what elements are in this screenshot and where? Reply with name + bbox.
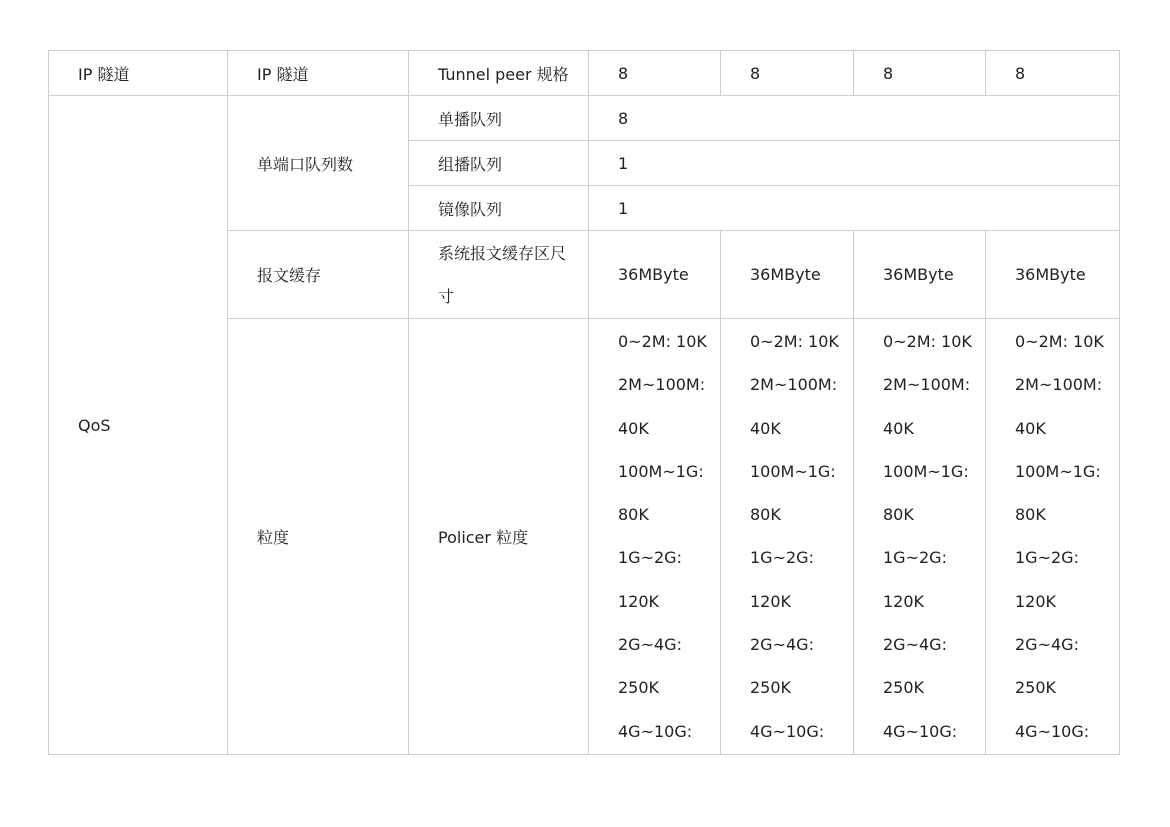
item-cell-policer: Policer 粒度	[409, 319, 589, 755]
granularity-line: 0~2M: 10K	[883, 332, 972, 351]
granularity-line: 1G~2G:	[1015, 548, 1079, 568]
item-cell-unicast: 单播队列	[409, 96, 589, 141]
granularity-line: 4G~10G:	[750, 721, 825, 741]
granularity-line: 2G~4G:	[883, 635, 947, 655]
granularity-line: 100M~1G:	[750, 461, 836, 481]
granularity-line: 2M~100M:	[883, 375, 971, 395]
granularity-line: 2M~100M:	[618, 375, 706, 395]
granularity-line: 120K	[883, 591, 925, 611]
granularity-line: 40K	[750, 418, 781, 438]
subcategory-cell-buffer: 报文缓存	[228, 231, 409, 319]
granularity-line: 1G~2G:	[883, 548, 947, 568]
granularity-line: 2M~100M:	[750, 375, 838, 395]
granularity-cell	[854, 319, 986, 755]
subcategory-cell-granularity: 粒度	[228, 319, 409, 755]
table-row-ip-tunnel	[49, 51, 1120, 96]
granularity-line: 4G~10G:	[618, 721, 693, 741]
granularity-line: 40K	[1015, 418, 1046, 438]
spec-table	[48, 50, 1120, 755]
granularity-cell	[721, 319, 854, 755]
value-cell-buffer: 36MByte	[854, 231, 986, 319]
category-cell-qos: QoS	[49, 96, 228, 755]
subcategory-cell-port-queues: 单端口队列数	[228, 96, 409, 231]
granularity-line: 1G~2G:	[750, 548, 814, 568]
granularity-line: 80K	[883, 505, 914, 525]
granularity-line: 80K	[618, 505, 649, 525]
granularity-line: 2M~100M:	[1015, 375, 1103, 395]
granularity-line: 120K	[618, 591, 660, 611]
granularity-line: 40K	[883, 418, 914, 438]
granularity-line: 250K	[618, 678, 660, 698]
granularity-line: 250K	[1015, 678, 1057, 698]
value-cell-multicast: 1	[589, 141, 1120, 186]
granularity-line: 2G~4G:	[618, 635, 682, 655]
item-cell-multicast: 组播队列	[409, 141, 589, 186]
granularity-line: 120K	[750, 591, 792, 611]
table-row-unicast	[49, 96, 1120, 141]
granularity-line: 0~2M: 10K	[1015, 332, 1104, 351]
granularity-line: 100M~1G:	[883, 461, 969, 481]
granularity-cell	[589, 319, 721, 755]
granularity-cell	[986, 319, 1120, 755]
granularity-line: 250K	[750, 678, 792, 698]
category-cell-ip-tunnel: IP 隧道	[49, 51, 228, 96]
granularity-line: 100M~1G:	[618, 461, 704, 481]
granularity-line: 2G~4G:	[750, 635, 814, 655]
item-cell-buffer-size	[409, 231, 589, 319]
granularity-line: 250K	[883, 678, 925, 698]
buffer-item-line-2: 寸	[438, 286, 455, 306]
granularity-line: 4G~10G:	[1015, 721, 1090, 741]
buffer-item-line-1: 系统报文缓存区尺	[438, 243, 567, 263]
value-cell-buffer: 36MByte	[986, 231, 1120, 319]
granularity-line: 0~2M: 10K	[750, 332, 839, 351]
subcategory-cell-ip-tunnel: IP 隧道	[228, 51, 409, 96]
value-cell: 8	[854, 51, 986, 96]
granularity-line: 120K	[1015, 591, 1057, 611]
granularity-line: 40K	[618, 418, 649, 438]
item-cell-tunnel-peer: Tunnel peer 规格	[409, 51, 589, 96]
value-cell-buffer: 36MByte	[721, 231, 854, 319]
item-cell-mirror: 镜像队列	[409, 186, 589, 231]
granularity-line: 80K	[1015, 505, 1046, 525]
value-cell: 8	[589, 51, 721, 96]
value-cell: 8	[721, 51, 854, 96]
granularity-line: 2G~4G:	[1015, 635, 1079, 655]
value-cell-unicast: 8	[589, 96, 1120, 141]
granularity-line: 1G~2G:	[618, 548, 682, 568]
granularity-line: 0~2M: 10K	[618, 332, 707, 351]
granularity-line: 80K	[750, 505, 781, 525]
granularity-line: 4G~10G:	[883, 721, 958, 741]
value-cell-buffer: 36MByte	[589, 231, 721, 319]
granularity-line: 100M~1G:	[1015, 461, 1101, 481]
value-cell: 8	[986, 51, 1120, 96]
value-cell-mirror: 1	[589, 186, 1120, 231]
